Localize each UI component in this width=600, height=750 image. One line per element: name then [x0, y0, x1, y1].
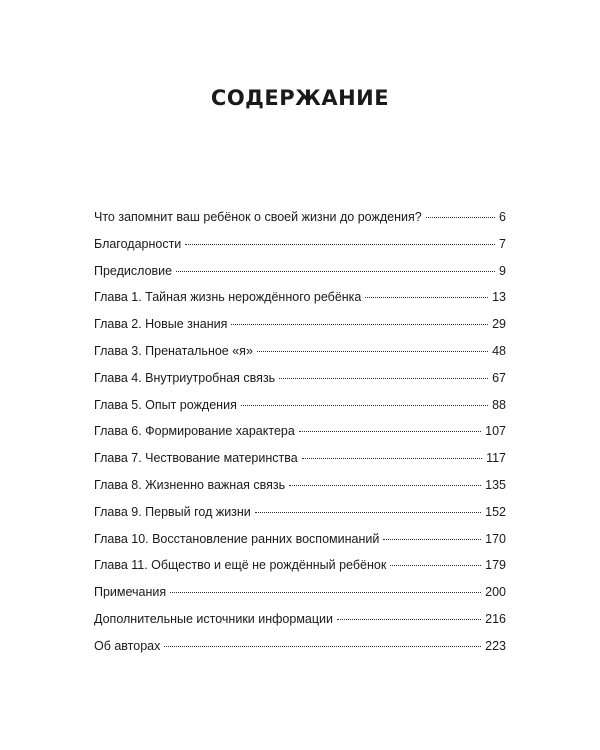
dot-leader	[164, 645, 481, 647]
toc-entry[interactable]	[94, 284, 506, 311]
toc-entry-page: 88	[492, 397, 506, 412]
toc-entry-label: Глава 7. Чествование материнства	[94, 451, 298, 466]
dot-leader	[299, 430, 481, 432]
dot-leader	[279, 377, 488, 379]
dot-leader	[241, 404, 488, 406]
toc-entry[interactable]	[94, 231, 506, 258]
toc-entry-page: 9	[499, 263, 506, 278]
toc-entry-label: Глава 11. Общество и ещё не рождённый ребёнок	[94, 558, 387, 573]
dot-leader	[231, 323, 488, 325]
toc-entry[interactable]	[94, 633, 506, 660]
toc-entry-page: 200	[485, 585, 506, 600]
toc-entry[interactable]	[94, 311, 506, 338]
toc-entry-page: 170	[485, 531, 506, 546]
toc-entry[interactable]	[94, 258, 506, 285]
toc-entry[interactable]	[94, 552, 506, 579]
toc-entry[interactable]	[94, 579, 506, 606]
toc-entry[interactable]	[94, 418, 506, 445]
dot-leader	[255, 511, 481, 513]
toc-entry[interactable]	[94, 472, 506, 499]
toc-entry-page: 216	[485, 611, 506, 626]
toc-entry-page: 6	[499, 210, 506, 224]
toc-entry[interactable]	[94, 365, 506, 392]
toc-entry-label: Глава 3. Пренатальное «я»	[94, 343, 253, 358]
dot-leader	[426, 216, 495, 218]
toc-entry-label: Что запомнит ваш ребёнок о своей жизни до рождения?	[94, 210, 422, 224]
page-title: СОДЕРЖАНИЕ	[210, 86, 390, 110]
dot-leader	[176, 270, 495, 272]
dot-leader	[337, 618, 481, 620]
toc-entry-label: Благодарности	[94, 236, 182, 251]
dot-leader	[390, 564, 481, 566]
toc-entry[interactable]	[94, 499, 506, 526]
toc-entry[interactable]	[94, 526, 506, 553]
toc-entry-label: Глава 2. Новые знания	[94, 317, 228, 332]
toc-entry-label: Дополнительные источники информации	[94, 611, 333, 626]
dot-leader	[383, 538, 481, 540]
dot-leader	[185, 243, 495, 245]
toc-entry-label: Предисловие	[94, 263, 173, 278]
toc-entry-page: 135	[485, 477, 506, 492]
toc-entry-page: 48	[492, 343, 506, 358]
toc-entry-label: Глава 9. Первый год жизни	[94, 504, 251, 519]
dot-leader	[365, 296, 488, 298]
dot-leader	[257, 350, 488, 352]
toc-entry[interactable]	[94, 204, 506, 231]
dot-leader	[170, 591, 481, 593]
toc-entry[interactable]	[94, 606, 506, 633]
toc-entry-page: 7	[499, 236, 506, 251]
toc-entry-label: Глава 1. Тайная жизнь нерождённого ребёнка	[94, 290, 362, 305]
toc-entry-label: Глава 6. Формирование характера	[94, 424, 295, 439]
toc-entry-label: Примечания	[94, 585, 167, 600]
toc-entry-page: 152	[485, 504, 506, 519]
toc-entry-label: Глава 10. Восстановление ранних воспоминаний	[94, 531, 380, 546]
toc-entry-page: 107	[485, 424, 506, 439]
toc-entry-page: 67	[492, 370, 506, 385]
toc-entry[interactable]	[94, 338, 506, 365]
toc-entry-label: Об авторах	[94, 638, 161, 653]
toc-entry[interactable]	[94, 392, 506, 419]
toc-entry-label: Глава 8. Жизненно важная связь	[94, 477, 286, 492]
toc-entry[interactable]	[94, 445, 506, 472]
toc-entry-label: Глава 5. Опыт рождения	[94, 397, 237, 412]
table-of-contents	[94, 204, 506, 660]
toc-entry-page: 13	[492, 290, 506, 305]
toc-entry-page: 223	[485, 638, 506, 653]
dot-leader	[302, 457, 482, 459]
toc-entry-page: 117	[486, 451, 506, 466]
toc-entry-label: Глава 4. Внутриутробная связь	[94, 370, 276, 385]
dot-leader	[289, 484, 481, 486]
toc-entry-page: 179	[485, 558, 506, 573]
toc-entry-page: 29	[492, 317, 506, 332]
